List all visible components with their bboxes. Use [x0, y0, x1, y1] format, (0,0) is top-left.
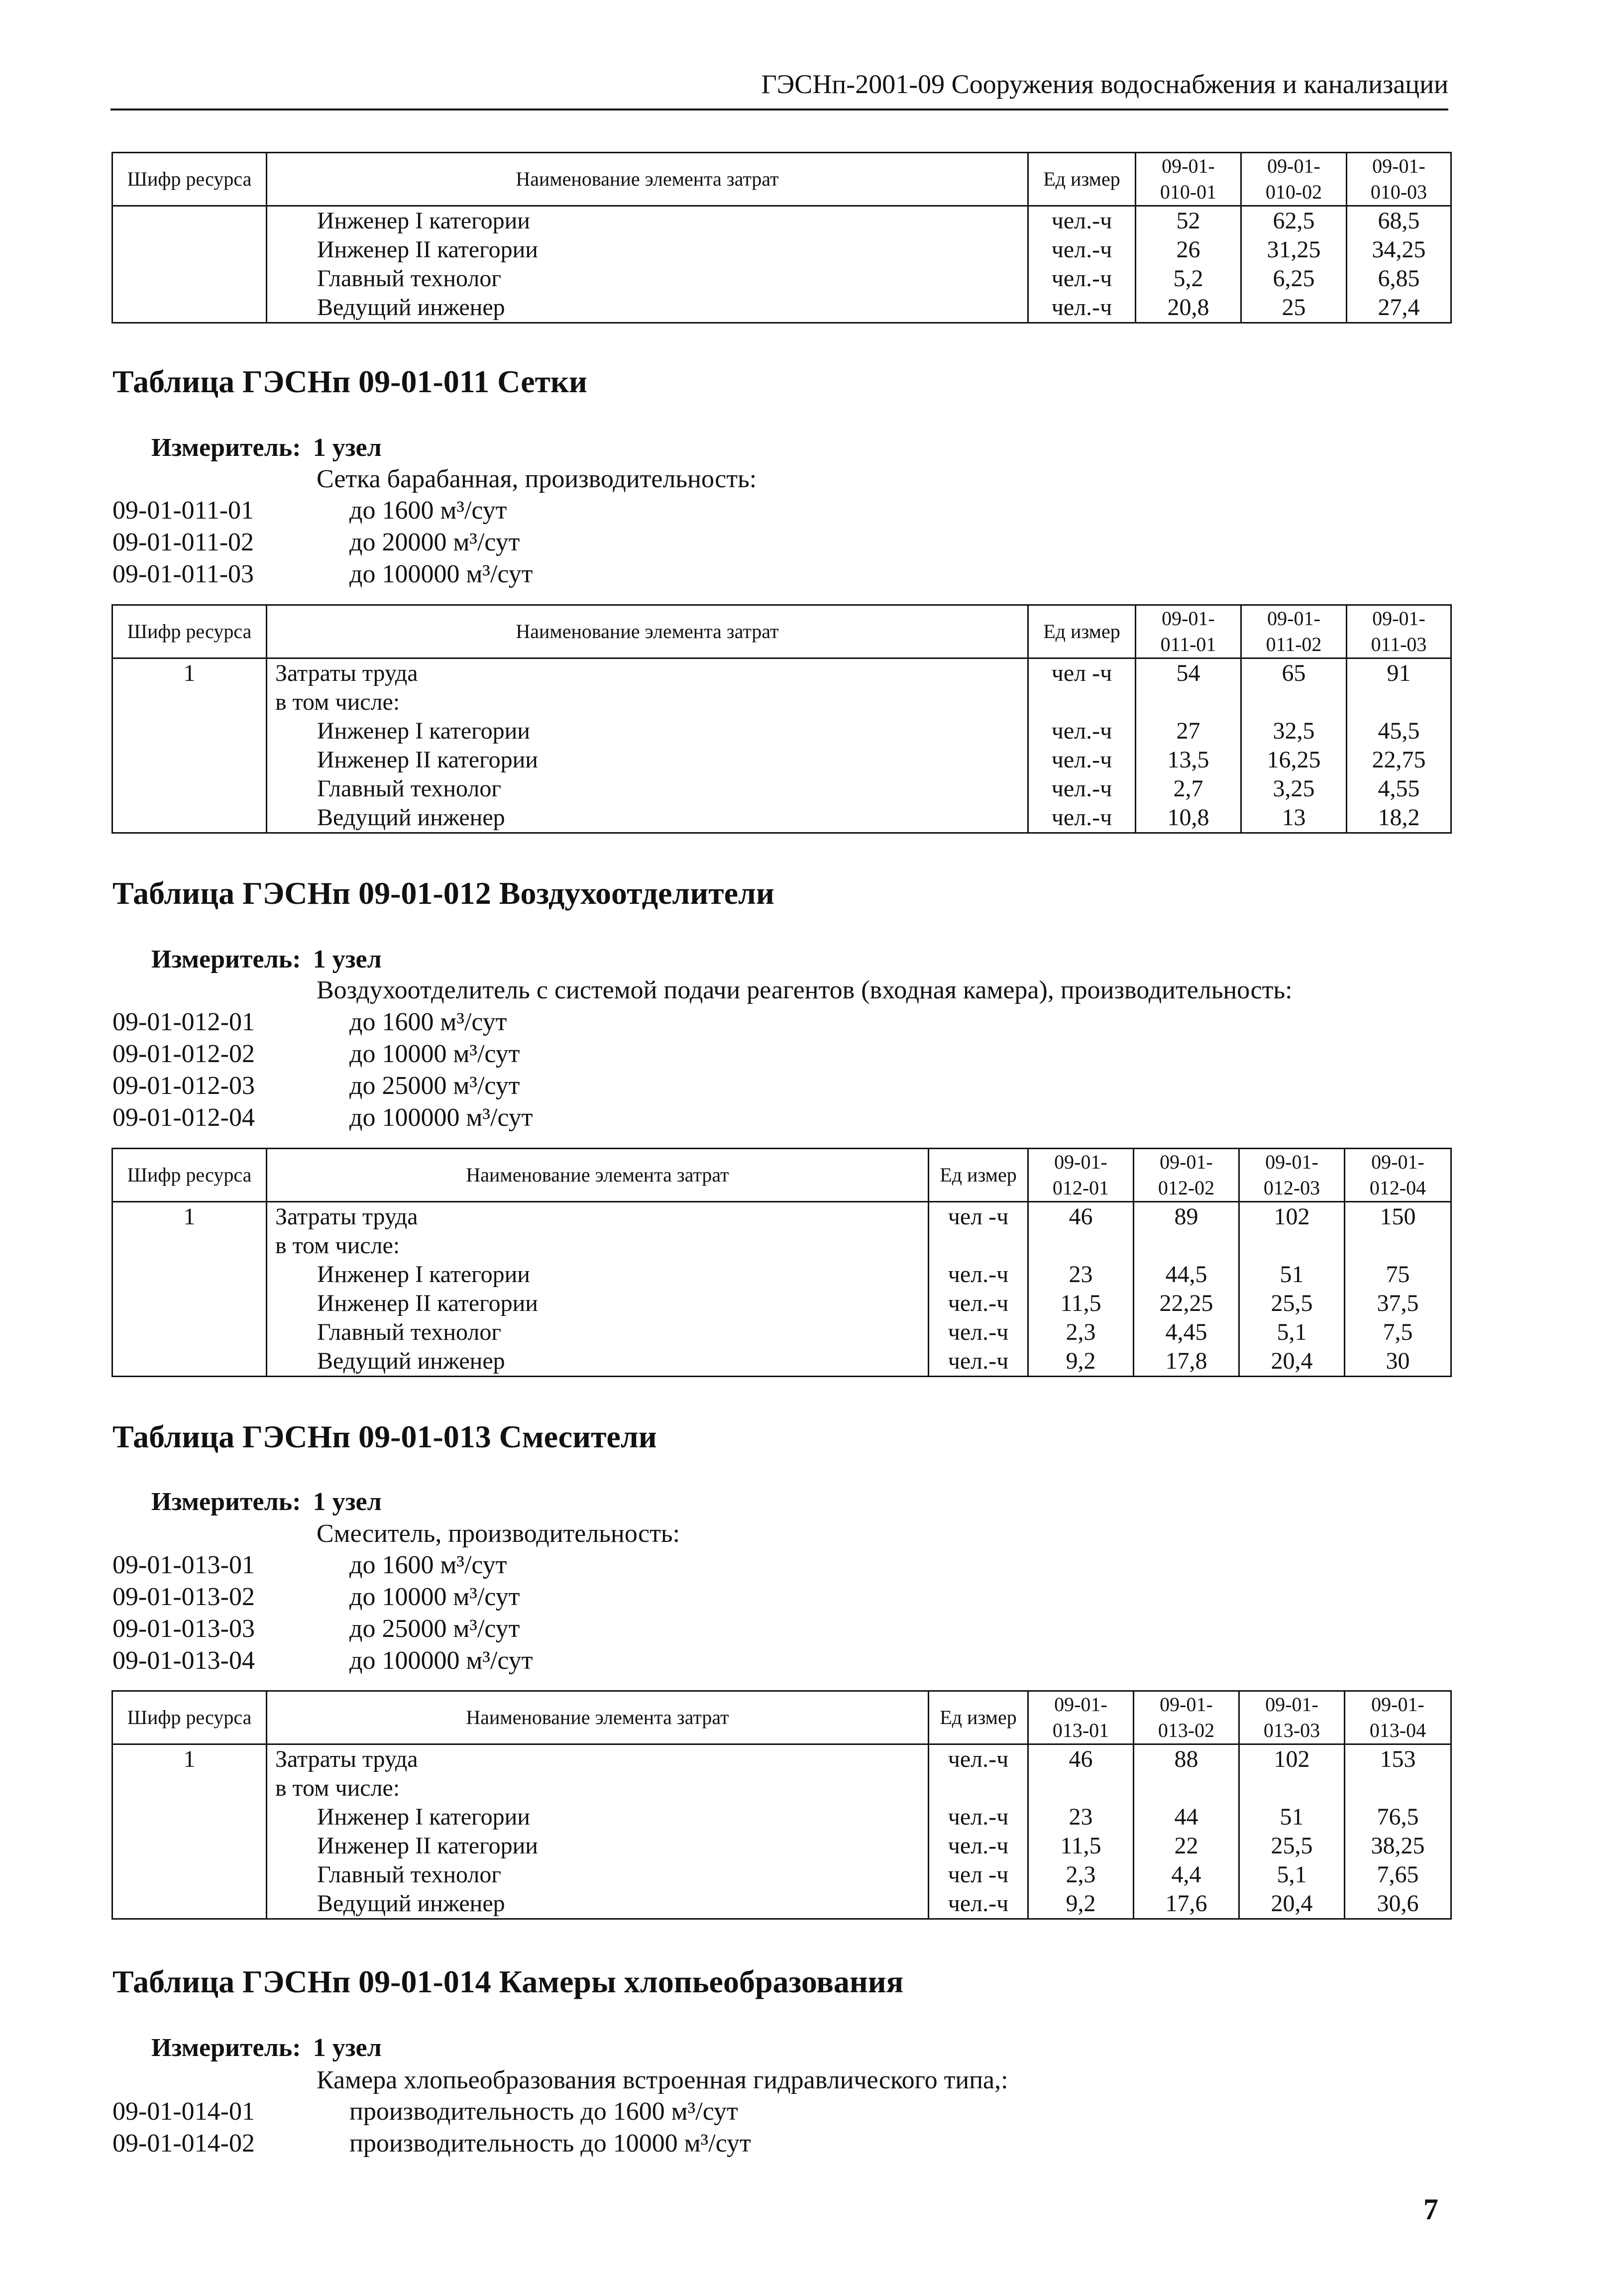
- header-norm-code: [1241, 153, 1347, 206]
- item-description: Смеситель, производительность:: [317, 1519, 680, 1548]
- norm-value: 27: [1136, 717, 1241, 746]
- unit-of-measure: чел.-ч: [1028, 717, 1136, 746]
- cost-element-name: Ведущий инженер: [267, 803, 1028, 833]
- cost-element-name: Главный технолог: [267, 1860, 929, 1889]
- norm-value: 26: [1136, 235, 1241, 264]
- measure-unit: [151, 433, 382, 462]
- measure-unit-label: Измеритель:: [151, 433, 301, 462]
- table-row: [112, 803, 1451, 833]
- cost-element-name: в том числе:: [267, 688, 1028, 717]
- header-norm-code: [1345, 1149, 1451, 1202]
- norm-value: 102: [1239, 1202, 1345, 1232]
- norm-value: 22,75: [1347, 746, 1451, 774]
- norm-value: 9,2: [1028, 1889, 1134, 1919]
- table-title: Таблица ГЭСНп 09-01-011 Сетки: [112, 364, 587, 399]
- table-row: [112, 1231, 1451, 1260]
- header-cost-element: Наименование элемента затрат: [267, 605, 1028, 658]
- header-unit: Ед измер: [1028, 153, 1136, 206]
- norm-value: 6,85: [1347, 264, 1451, 293]
- unit-of-measure: чел.-ч: [929, 1318, 1028, 1347]
- table-row: [112, 1260, 1451, 1289]
- header-resource-code: Шифр ресурса: [112, 1691, 267, 1744]
- norm-value: 25,5: [1239, 1832, 1345, 1860]
- variant-code: 09-01-011-02: [112, 528, 254, 556]
- cost-element-name: Затраты труда: [267, 658, 1028, 688]
- header-norm-code-part: 010-03: [1370, 181, 1427, 203]
- unit-of-measure: чел -ч: [929, 1860, 1028, 1889]
- cost-element-name: Инженер II категории: [267, 1289, 929, 1318]
- variant-text: до 100000 м³/сут: [349, 1646, 533, 1675]
- variant-code: 09-01-013-01: [112, 1551, 255, 1579]
- resource-table: [111, 1690, 1452, 1920]
- resource-code: [112, 1347, 267, 1377]
- norm-value: 7,5: [1345, 1318, 1451, 1347]
- measure-unit-label: Измеритель:: [151, 945, 301, 974]
- table-row: [112, 1744, 1451, 1774]
- header-norm-code-part: 013-02: [1158, 1719, 1215, 1741]
- table-title: Таблица ГЭСНп 09-01-012 Воздухоотделители: [112, 875, 774, 911]
- cost-element-name: Инженер I категории: [267, 717, 1028, 746]
- header-cost-element: Наименование элемента затрат: [267, 1149, 929, 1202]
- header-norm-code-part: 09-01-: [1372, 155, 1425, 177]
- measure-unit: [151, 1487, 382, 1516]
- norm-value: 5,2: [1136, 264, 1241, 293]
- norm-value: 11,5: [1028, 1289, 1134, 1318]
- header-norm-code: [1241, 605, 1347, 658]
- variant-text: до 100000 м³/сут: [349, 1103, 533, 1132]
- header-norm-code: [1239, 1149, 1345, 1202]
- norm-value: 10,8: [1136, 803, 1241, 833]
- table-row: [112, 264, 1451, 293]
- header-norm-code-part: 09-01-: [1160, 1693, 1213, 1716]
- resource-code: 1: [112, 1202, 267, 1232]
- variant-code: 09-01-011-01: [112, 496, 254, 525]
- header-norm-code-part: 09-01-: [1162, 607, 1215, 630]
- unit-of-measure: чел.-ч: [1028, 774, 1136, 803]
- header-norm-code: [1136, 153, 1241, 206]
- table-row: [112, 1347, 1451, 1377]
- variant-text: до 10000 м³/сут: [349, 1583, 520, 1611]
- variant-text: до 1600 м³/сут: [349, 1551, 507, 1579]
- table-row: [112, 1318, 1451, 1347]
- header-resource-code: Шифр ресурса: [112, 1149, 267, 1202]
- table-row: [112, 1289, 1451, 1318]
- item-description: Сетка барабанная, производительность:: [317, 465, 757, 493]
- table-header-row: [112, 153, 1451, 206]
- header-norm-code-part: 011-02: [1266, 633, 1322, 655]
- norm-value: 4,45: [1134, 1318, 1239, 1347]
- norm-value: 5,1: [1239, 1318, 1345, 1347]
- header-norm-code: [1239, 1691, 1345, 1744]
- variant-text: производительность до 1600 м³/сут: [349, 2097, 738, 2126]
- resource-table: [111, 152, 1452, 324]
- header-norm-code-part: 09-01-: [1054, 1151, 1107, 1173]
- table-header-row: [112, 1691, 1451, 1744]
- resource-code: [112, 235, 267, 264]
- norm-value: 76,5: [1345, 1803, 1451, 1832]
- unit-of-measure: чел.-ч: [1028, 264, 1136, 293]
- norm-value: 23: [1028, 1803, 1134, 1832]
- resource-code: [112, 1260, 267, 1289]
- unit-of-measure: чел -ч: [1028, 658, 1136, 688]
- norm-value: [1347, 688, 1451, 717]
- norm-value: 3,25: [1241, 774, 1347, 803]
- header-norm-code-part: 09-01-: [1162, 155, 1215, 177]
- table-row: [112, 1889, 1451, 1919]
- unit-of-measure: чел.-ч: [929, 1803, 1028, 1832]
- norm-value: 89: [1134, 1202, 1239, 1232]
- unit-of-measure: чел.-ч: [1028, 293, 1136, 323]
- header-norm-code: [1028, 1149, 1134, 1202]
- table-row: [112, 235, 1451, 264]
- norm-value: 88: [1134, 1744, 1239, 1774]
- measure-unit-value: 1 узел: [313, 1488, 382, 1516]
- measure-unit-label: Измеритель:: [151, 2034, 301, 2062]
- norm-value: 9,2: [1028, 1347, 1134, 1377]
- norm-value: 17,6: [1134, 1889, 1239, 1919]
- resource-code: [112, 206, 267, 236]
- table-row: [112, 717, 1451, 746]
- header-norm-code: [1134, 1691, 1239, 1744]
- resource-code: [112, 688, 267, 717]
- norm-value: 20,8: [1136, 293, 1241, 323]
- norm-value: [1134, 1231, 1239, 1260]
- norm-value: 54: [1136, 658, 1241, 688]
- norm-value: [1134, 1774, 1239, 1803]
- variant-code: 09-01-014-02: [112, 2129, 255, 2158]
- norm-value: [1239, 1231, 1345, 1260]
- page-number: 7: [1423, 2193, 1438, 2226]
- header-norm-code-part: 010-01: [1160, 181, 1217, 203]
- header-rule: [110, 108, 1448, 110]
- header-norm-code-part: 012-04: [1369, 1177, 1426, 1199]
- norm-value: [1345, 1774, 1451, 1803]
- resource-code: [112, 293, 267, 323]
- cost-element-name: Ведущий инженер: [267, 293, 1028, 323]
- resource-code: [112, 803, 267, 833]
- variant-code: 09-01-013-03: [112, 1615, 255, 1643]
- norm-value: 13,5: [1136, 746, 1241, 774]
- cost-element-name: Инженер II категории: [267, 235, 1028, 264]
- resource-code: [112, 1889, 267, 1919]
- variant-text: до 1600 м³/сут: [349, 496, 507, 525]
- norm-value: 4,55: [1347, 774, 1451, 803]
- variant-text: до 100000 м³/сут: [349, 560, 533, 588]
- norm-value: 62,5: [1241, 206, 1347, 236]
- header-norm-code-part: 09-01-: [1371, 1151, 1424, 1173]
- measure-unit-value: 1 узел: [313, 945, 382, 974]
- table-row: [112, 206, 1451, 236]
- resource-code: [112, 1289, 267, 1318]
- measure-unit-value: 1 узел: [313, 2034, 382, 2062]
- unit-of-measure: чел.-ч: [929, 1260, 1028, 1289]
- header-norm-code-part: 09-01-: [1265, 1151, 1318, 1173]
- variant-code: 09-01-012-04: [112, 1103, 255, 1132]
- header-norm-code-part: 09-01-: [1054, 1693, 1107, 1716]
- unit-of-measure: чел.-ч: [929, 1889, 1028, 1919]
- variant-text: до 25000 м³/сут: [349, 1615, 520, 1643]
- unit-of-measure: чел.-ч: [1028, 803, 1136, 833]
- header-norm-code: [1136, 605, 1241, 658]
- unit-of-measure: чел.-ч: [1028, 206, 1136, 236]
- table-title: Таблица ГЭСНп 09-01-014 Камеры хлопьеобразования: [112, 1964, 904, 1999]
- header-norm-code: [1347, 153, 1451, 206]
- variant-text: до 25000 м³/сут: [349, 1072, 520, 1100]
- variant-code: 09-01-014-01: [112, 2097, 255, 2126]
- resource-code: [112, 1774, 267, 1803]
- header-norm-code-part: 011-01: [1160, 633, 1216, 655]
- norm-value: 32,5: [1241, 717, 1347, 746]
- norm-value: 52: [1136, 206, 1241, 236]
- norm-value: 45,5: [1347, 717, 1451, 746]
- header-norm-code-part: 010-02: [1265, 181, 1322, 203]
- measure-unit: [151, 945, 382, 974]
- norm-value: 7,65: [1345, 1860, 1451, 1889]
- variant-code: 09-01-012-03: [112, 1072, 255, 1100]
- cost-element-name: в том числе:: [267, 1231, 929, 1260]
- measure-unit: [151, 2033, 382, 2062]
- norm-value: 44: [1134, 1803, 1239, 1832]
- table-row: [112, 1860, 1451, 1889]
- resource-code: [112, 1860, 267, 1889]
- norm-value: 44,5: [1134, 1260, 1239, 1289]
- cost-element-name: Главный технолог: [267, 774, 1028, 803]
- item-description: Воздухоотделитель с системой подачи реагентов (входная камера), производительность:: [317, 976, 1293, 1004]
- norm-value: 31,25: [1241, 235, 1347, 264]
- norm-value: 22: [1134, 1832, 1239, 1860]
- table-header-row: [112, 1149, 1451, 1202]
- header-norm-code-part: 09-01-: [1160, 1151, 1213, 1173]
- table-header-row: [112, 605, 1451, 658]
- cost-element-name: Инженер I категории: [267, 1260, 929, 1289]
- header-norm-code-part: 09-01-: [1265, 1693, 1318, 1716]
- cost-element-name: Ведущий инженер: [267, 1889, 929, 1919]
- cost-element-name: Затраты труда: [267, 1202, 929, 1232]
- table-row: [112, 1774, 1451, 1803]
- running-header: ГЭСНп-2001-09 Сооружения водоснабжения и канализации: [761, 69, 1448, 99]
- cost-element-name: Главный технолог: [267, 264, 1028, 293]
- cost-element-name: Инженер II категории: [267, 1832, 929, 1860]
- norm-value: 2,3: [1028, 1318, 1134, 1347]
- norm-value: 17,8: [1134, 1347, 1239, 1377]
- variant-code: 09-01-011-03: [112, 560, 254, 588]
- header-norm-code: [1028, 1691, 1134, 1744]
- variant-code: 09-01-013-02: [112, 1583, 255, 1611]
- norm-value: 51: [1239, 1803, 1345, 1832]
- header-norm-code: [1347, 605, 1451, 658]
- norm-value: [1136, 688, 1241, 717]
- unit-of-measure: чел.-ч: [1028, 746, 1136, 774]
- header-norm-code-part: 012-03: [1263, 1177, 1320, 1199]
- unit-of-measure: чел.-ч: [929, 1744, 1028, 1774]
- norm-value: 22,25: [1134, 1289, 1239, 1318]
- norm-value: 27,4: [1347, 293, 1451, 323]
- unit-of-measure: [929, 1231, 1028, 1260]
- resource-code: 1: [112, 658, 267, 688]
- norm-value: 30: [1345, 1347, 1451, 1377]
- resource-code: [112, 1318, 267, 1347]
- norm-value: 34,25: [1347, 235, 1451, 264]
- cost-element-name: в том числе:: [267, 1774, 929, 1803]
- header-cost-element: Наименование элемента затрат: [267, 153, 1028, 206]
- resource-code: [112, 717, 267, 746]
- norm-value: [1028, 1231, 1134, 1260]
- header-norm-code-part: 013-01: [1052, 1719, 1109, 1741]
- norm-value: 68,5: [1347, 206, 1451, 236]
- norm-value: [1239, 1774, 1345, 1803]
- header-unit: Ед измер: [929, 1691, 1028, 1744]
- variant-code: 09-01-012-01: [112, 1008, 255, 1036]
- variant-text: производительность до 10000 м³/сут: [349, 2129, 751, 2158]
- unit-of-measure: [929, 1774, 1028, 1803]
- header-norm-code-part: 011-03: [1371, 633, 1427, 655]
- norm-value: [1345, 1231, 1451, 1260]
- norm-value: 18,2: [1347, 803, 1451, 833]
- resource-code: [112, 264, 267, 293]
- header-norm-code: [1134, 1149, 1239, 1202]
- norm-value: 25: [1241, 293, 1347, 323]
- norm-value: 5,1: [1239, 1860, 1345, 1889]
- norm-value: 13: [1241, 803, 1347, 833]
- cost-element-name: Ведущий инженер: [267, 1347, 929, 1377]
- header-norm-code-part: 012-01: [1052, 1177, 1109, 1199]
- cost-element-name: Инженер II категории: [267, 746, 1028, 774]
- norm-value: 20,4: [1239, 1347, 1345, 1377]
- unit-of-measure: чел.-ч: [1028, 235, 1136, 264]
- resource-code: [112, 774, 267, 803]
- table-row: [112, 1832, 1451, 1860]
- norm-value: 25,5: [1239, 1289, 1345, 1318]
- norm-value: 46: [1028, 1744, 1134, 1774]
- header-norm-code-part: 09-01-: [1371, 1693, 1424, 1716]
- header-norm-code-part: 013-03: [1263, 1719, 1320, 1741]
- header-unit: Ед измер: [929, 1149, 1028, 1202]
- norm-value: 153: [1345, 1744, 1451, 1774]
- resource-code: [112, 746, 267, 774]
- cost-element-name: Инженер I категории: [267, 1803, 929, 1832]
- header-norm-code-part: 013-04: [1369, 1719, 1426, 1741]
- variant-text: до 1600 м³/сут: [349, 1008, 507, 1036]
- norm-value: 46: [1028, 1202, 1134, 1232]
- variant-text: до 10000 м³/сут: [349, 1040, 520, 1068]
- table-row: [112, 774, 1451, 803]
- unit-of-measure: чел.-ч: [929, 1832, 1028, 1860]
- measure-unit-value: 1 узел: [313, 433, 382, 462]
- header-norm-code-part: 09-01-: [1372, 607, 1425, 630]
- norm-value: 91: [1347, 658, 1451, 688]
- resource-table: [111, 1148, 1452, 1377]
- norm-value: 37,5: [1345, 1289, 1451, 1318]
- norm-value: 2,3: [1028, 1860, 1134, 1889]
- unit-of-measure: чел.-ч: [929, 1289, 1028, 1318]
- resource-code: [112, 1231, 267, 1260]
- norm-value: 23: [1028, 1260, 1134, 1289]
- resource-code: [112, 1832, 267, 1860]
- header-resource-code: Шифр ресурса: [112, 153, 267, 206]
- norm-value: 2,7: [1136, 774, 1241, 803]
- header-cost-element: Наименование элемента затрат: [267, 1691, 929, 1744]
- norm-value: 150: [1345, 1202, 1451, 1232]
- norm-value: 51: [1239, 1260, 1345, 1289]
- norm-value: 4,4: [1134, 1860, 1239, 1889]
- header-norm-code-part: 09-01-: [1267, 155, 1320, 177]
- norm-value: 6,25: [1241, 264, 1347, 293]
- norm-value: [1028, 1774, 1134, 1803]
- table-row: [112, 1803, 1451, 1832]
- table-title: Таблица ГЭСНп 09-01-013 Смесители: [112, 1419, 657, 1454]
- norm-value: 16,25: [1241, 746, 1347, 774]
- norm-value: 102: [1239, 1744, 1345, 1774]
- variant-code: 09-01-013-04: [112, 1646, 255, 1675]
- variant-text: до 20000 м³/сут: [349, 528, 520, 556]
- resource-code: 1: [112, 1744, 267, 1774]
- table-row: [112, 688, 1451, 717]
- header-norm-code: [1345, 1691, 1451, 1744]
- header-norm-code-part: 09-01-: [1267, 607, 1320, 630]
- table-row: [112, 293, 1451, 323]
- norm-value: 38,25: [1345, 1832, 1451, 1860]
- norm-value: 20,4: [1239, 1889, 1345, 1919]
- resource-code: [112, 1803, 267, 1832]
- measure-unit-label: Измеритель:: [151, 1488, 301, 1516]
- norm-value: 30,6: [1345, 1889, 1451, 1919]
- table-row: [112, 746, 1451, 774]
- variant-code: 09-01-012-02: [112, 1040, 255, 1068]
- header-unit: Ед измер: [1028, 605, 1136, 658]
- norm-value: 65: [1241, 658, 1347, 688]
- header-resource-code: Шифр ресурса: [112, 605, 267, 658]
- table-row: [112, 658, 1451, 688]
- norm-value: 11,5: [1028, 1832, 1134, 1860]
- table-row: [112, 1202, 1451, 1232]
- cost-element-name: Затраты труда: [267, 1744, 929, 1774]
- cost-element-name: Инженер I категории: [267, 206, 1028, 236]
- norm-value: [1241, 688, 1347, 717]
- unit-of-measure: чел.-ч: [929, 1347, 1028, 1377]
- resource-table: [111, 604, 1452, 834]
- cost-element-name: Главный технолог: [267, 1318, 929, 1347]
- header-norm-code-part: 012-02: [1158, 1177, 1215, 1199]
- unit-of-measure: [1028, 688, 1136, 717]
- item-description: Камера хлопьеобразования встроенная гидравлического типа,:: [317, 2066, 1008, 2094]
- norm-value: 75: [1345, 1260, 1451, 1289]
- unit-of-measure: чел -ч: [929, 1202, 1028, 1232]
